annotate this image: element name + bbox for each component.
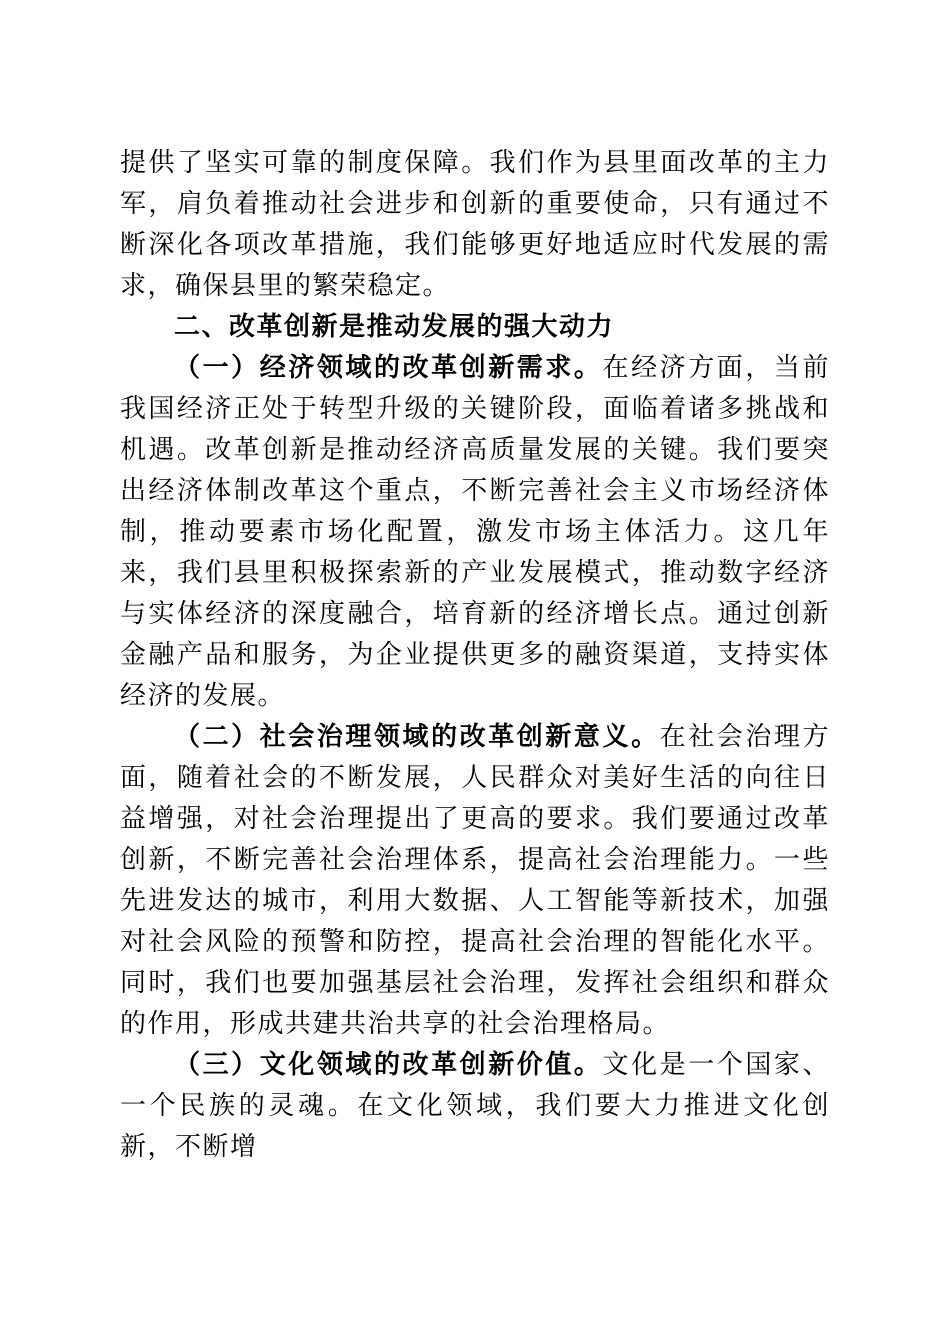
paragraph-social-governance-body: 在社会治理方面，随着社会的不断发展，人民群众对美好生活的向往日益增强，对社会治理提出了更高的要求。我们要通过改革创新，不断完善社会治理体系，提高社会治理能力。一些先进发达的城市，利用大数据、人工智能等新技术，加强对社会风险的预警和防控，提高社会治理的智能化水平。同时，我们也要加强基层社会治理，发挥社会组织和群众的作用，形成共建共治共享的社会治理格局。 [120,722,830,1039]
paragraph-culture-subheading: （三）文化领域的改革创新价值。 [174,1050,603,1080]
paragraph-economy [120,348,830,717]
paragraph-culture-body: 文化是一个国家、一个民族的灵魂。在文化领域，我们要大力推进文化创新，不断增 [120,1050,830,1162]
continuation-paragraph: 提供了坚实可靠的制度保障。我们作为县里面改革的主力军，肩负着推动社会进步和创新的重要使命，只有通过不断深化各项改革措施，我们能够更好地适应时代发展的需求，确保县里的繁荣稳定。 [120,148,830,301]
paragraph-economy-body: 在经济方面，当前我国经济正处于转型升级的关键阶段，面临着诸多挑战和机遇。改革创新是推动经济高质量发展的关键。我们要突出经济体制改革这个重点，不断完善社会主义市场经济体制，推动要素市场化配置，激发市场主体活力。这几年来，我们县里积极探索新的产业发展模式，推动数字经济与实体经济的深度融合，培育新的经济增长点。通过创新金融产品和服务，为企业提供更多的融资渠道，支持实体经济的发展。 [120,353,830,711]
paragraph-social-governance [120,717,830,1045]
paragraph-economy-subheading: （一）经济领域的改革创新需求。 [174,353,603,383]
document-body [120,143,830,1168]
paragraph-social-governance-subheading: （二）社会治理领域的改革创新意义。 [174,722,660,752]
section-heading: 二、改革创新是推动发展的强大动力 [174,312,615,342]
paragraph-culture [120,1045,830,1168]
